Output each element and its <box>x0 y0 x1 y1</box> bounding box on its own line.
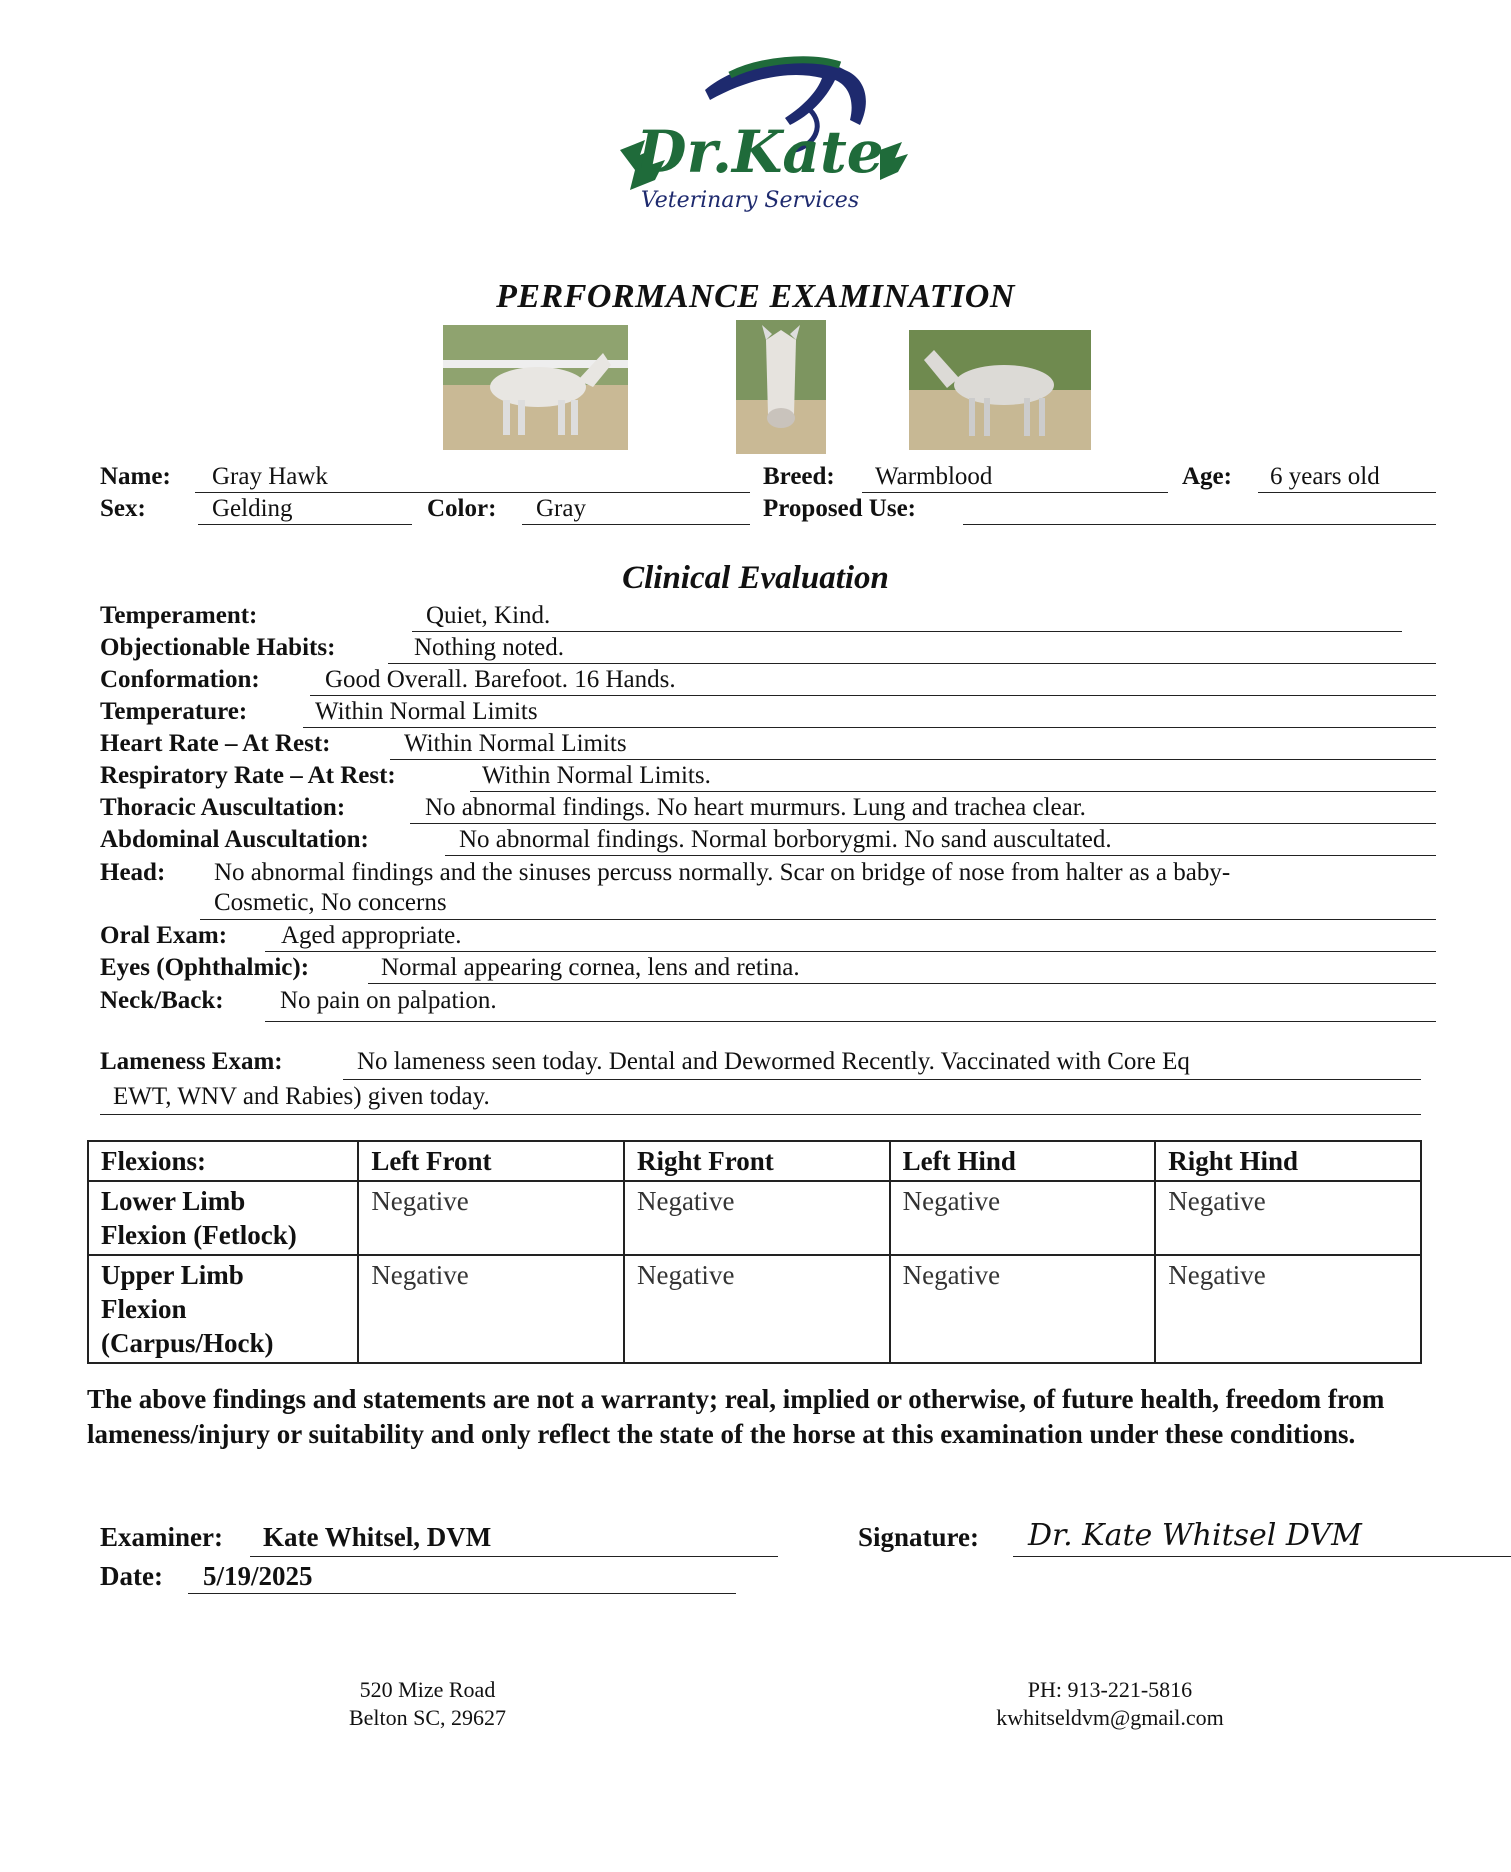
sex-label: Sex: <box>100 495 146 522</box>
logo-name: Dr.Kate <box>636 118 884 186</box>
thoracic-label: Thoracic Auscultation: <box>100 794 346 821</box>
table-row <box>88 1181 1421 1255</box>
neck-back-value: No pain on palpation. <box>280 987 497 1014</box>
table-cell: Negative <box>358 1181 624 1255</box>
thoracic-value: No abnormal findings. No heart murmurs. Lung and trachea clear. <box>425 794 1086 821</box>
row-label-line: Flexion (Fetlock) <box>101 1220 297 1250</box>
lameness-value-line-1: No lameness seen today. Dental and Dewormed Recently. Vaccinated with Core Eq <box>357 1048 1190 1075</box>
resp-rate-label: Respiratory Rate – At Rest: <box>100 762 396 789</box>
oral-label: Oral Exam: <box>100 922 228 949</box>
row-label <box>88 1181 358 1255</box>
table-header-cell: Right Hind <box>1155 1141 1421 1181</box>
neck-back-label: Neck/Back: <box>100 987 224 1014</box>
table-cell: Negative <box>1155 1181 1421 1255</box>
table-header-cell: Flexions: <box>88 1141 358 1181</box>
horse-photo-front <box>736 320 826 454</box>
section-heading: Clinical Evaluation <box>622 560 889 596</box>
breed-label: Breed: <box>763 463 835 490</box>
conformation-value: Good Overall. Barefoot. 16 Hands. <box>325 666 676 693</box>
row-label-line: Lower Limb <box>101 1186 246 1216</box>
temperament-label: Temperament: <box>100 602 258 629</box>
table-cell: Negative <box>890 1255 1156 1363</box>
page-title: PERFORMANCE EXAMINATION <box>496 278 1015 315</box>
temperature-value: Within Normal Limits <box>315 698 538 725</box>
address-line-1: 520 Mize Road <box>359 1677 496 1702</box>
color-value: Gray <box>536 495 586 522</box>
row-label-line: (Carpus/Hock) <box>101 1328 274 1358</box>
proposed-use-label: Proposed Use: <box>763 495 917 522</box>
temperature-label: Temperature: <box>100 698 248 725</box>
table-row <box>88 1255 1421 1363</box>
horse-photo-side-2 <box>909 330 1091 450</box>
table-header-cell: Left Front <box>358 1141 624 1181</box>
signature-label: Signature: <box>858 1522 980 1552</box>
footer-contact <box>955 1676 1265 1732</box>
flexions-table <box>87 1140 1422 1364</box>
row-label <box>88 1255 358 1363</box>
color-label: Color: <box>427 495 497 522</box>
sex-value: Gelding <box>212 495 293 522</box>
eyes-label: Eyes (Ophthalmic): <box>100 954 310 981</box>
head-label: Head: <box>100 859 166 886</box>
table-header-cell: Right Front <box>624 1141 890 1181</box>
habits-label: Objectionable Habits: <box>100 634 336 661</box>
resp-rate-value: Within Normal Limits. <box>482 762 711 789</box>
habits-value: Nothing noted. <box>414 634 564 661</box>
date-label: Date: <box>100 1561 163 1591</box>
heart-rate-label: Heart Rate – At Rest: <box>100 730 331 757</box>
name-label: Name: <box>100 463 171 490</box>
table-cell: Negative <box>890 1181 1156 1255</box>
row-label-line: Upper Limb <box>101 1260 244 1290</box>
signature-value: Dr. Kate Whitsel DVM <box>1028 1518 1362 1553</box>
table-header-cell: Left Hind <box>890 1141 1156 1181</box>
phone-number: PH: 913-221-5816 <box>1027 1677 1193 1702</box>
date-value: 5/19/2025 <box>203 1561 313 1591</box>
address-line-2: Belton SC, 29627 <box>348 1705 507 1730</box>
examiner-value: Kate Whitsel, DVM <box>263 1522 492 1552</box>
disclaimer-text: The above findings and statements are not a warranty; real, implied or otherwise, of future health, freedom from lameness/injury or suitability and only reflect the state of the horse at this examination under these conditions. <box>87 1384 1385 1449</box>
age-label: Age: <box>1182 463 1232 490</box>
lameness-label: Lameness Exam: <box>100 1048 283 1075</box>
table-header-row <box>88 1141 1421 1181</box>
clinic-logo <box>610 30 910 230</box>
logo-tagline: Veterinary Services <box>640 188 860 213</box>
temperament-value: Quiet, Kind. <box>426 602 551 629</box>
table-cell: Negative <box>624 1181 890 1255</box>
horse-photo-side <box>443 325 628 450</box>
table-cell: Negative <box>1155 1255 1421 1363</box>
email-address: kwhitseldvm@gmail.com <box>996 1705 1224 1730</box>
head-value-line-2: Cosmetic, No concerns <box>214 889 447 916</box>
table-cell: Negative <box>358 1255 624 1363</box>
heart-rate-value: Within Normal Limits <box>404 730 627 757</box>
oral-value: Aged appropriate. <box>281 922 462 949</box>
footer-address <box>300 1676 555 1732</box>
row-label-line: Flexion <box>101 1294 187 1324</box>
lameness-value-line-2: EWT, WNV and Rabies) given today. <box>113 1083 490 1110</box>
conformation-label: Conformation: <box>100 666 260 693</box>
age-value: 6 years old <box>1270 463 1380 490</box>
eyes-value: Normal appearing cornea, lens and retina. <box>381 954 800 981</box>
head-value-line-1: No abnormal findings and the sinuses percuss normally. Scar on bridge of nose from halter as a baby- <box>214 859 1231 886</box>
breed-value: Warmblood <box>875 463 993 490</box>
abdominal-label: Abdominal Auscultation: <box>100 826 369 853</box>
table-cell: Negative <box>624 1255 890 1363</box>
name-value: Gray Hawk <box>212 463 328 490</box>
examiner-label: Examiner: <box>100 1522 223 1552</box>
abdominal-value: No abnormal findings. Normal borborygmi. No sand auscultated. <box>459 826 1112 853</box>
